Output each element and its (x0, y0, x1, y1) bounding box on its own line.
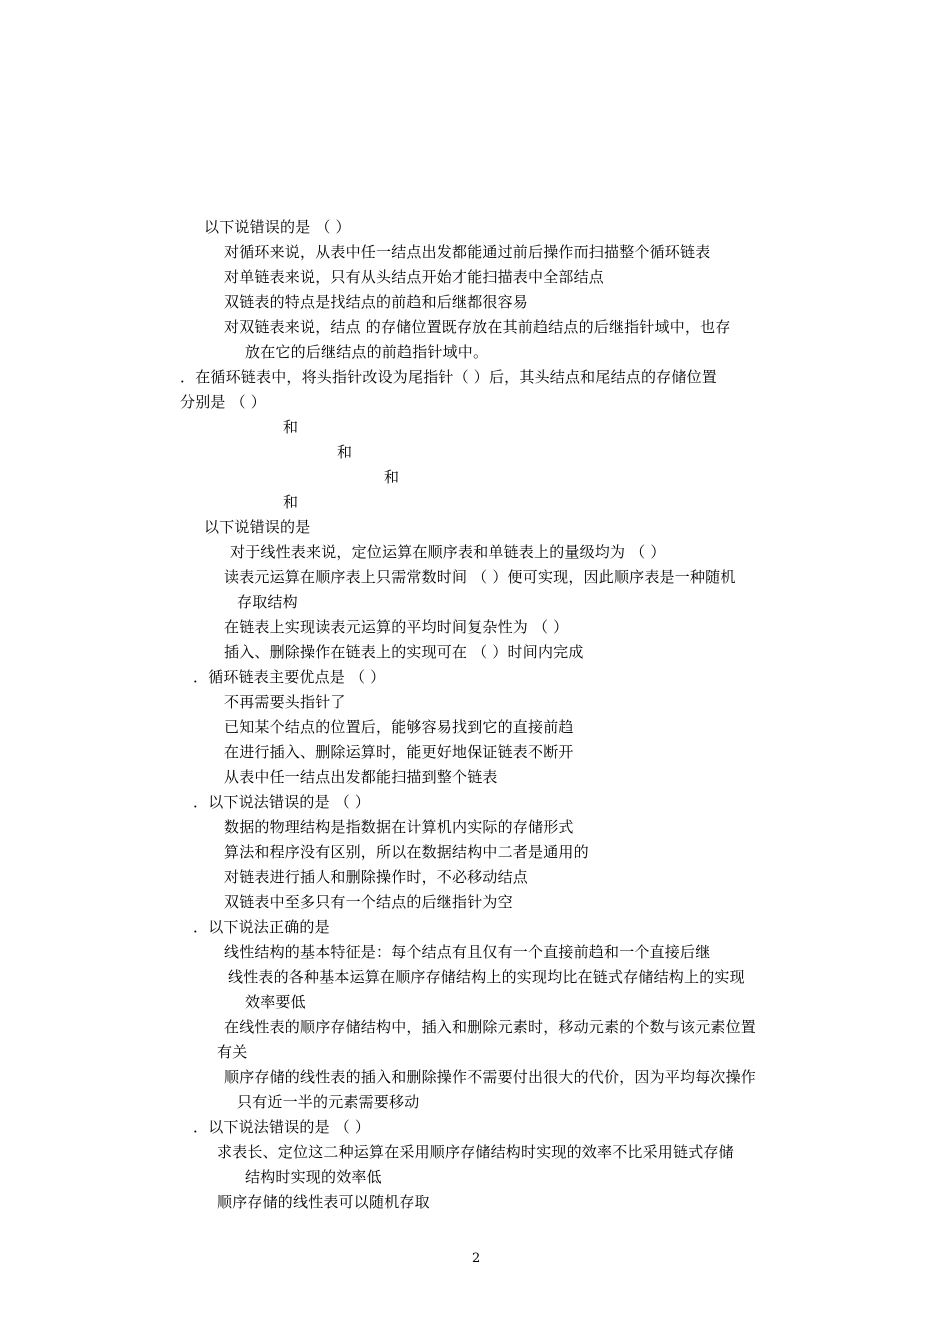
question-5-stem: ．以下说法错误的是 （ ） (193, 793, 371, 811)
option-text: 线性结构的基本特征是：每个结点有且仅有一个直接前趋和一个直接后继 (224, 943, 711, 961)
option-text: 和 (283, 418, 299, 436)
option-text: 和 (384, 468, 400, 486)
option-text: 在链表上实现读表元运算的平均时间复杂性为 （ ） (224, 618, 569, 636)
question-7-stem: ．以下说法错误的是 （ ） (193, 1118, 371, 1136)
question-4-stem: ．循环链表主要优点是 （ ） (193, 668, 386, 686)
question-2-stem: ．在循环链表中，将头指针改设为尾指针（ ）后，其头结点和尾结点的存储位置 (180, 368, 717, 386)
option-text: 顺序存储的线性表的插入和删除操作不需要付出很大的代价，因为平均每次操作 (224, 1068, 757, 1086)
option-text-continued: 只有近一半的元素需要移动 (237, 1093, 420, 1111)
question-3-stem: 以下说错误的是 (204, 518, 311, 536)
option-text-continued: 结构时实现的效率低 (245, 1168, 382, 1186)
option-text-continued: 放在它的后继结点的前趋指针域中。 (245, 343, 489, 361)
option-text: 对于线性表来说，定位运算在顺序表和单链表上的量级均为 （ ） (230, 543, 666, 561)
option-text: 对双链表来说，结点 的存储位置既存放在其前趋结点的后继指针域中，也存 (224, 318, 731, 336)
option-text: 读表元运算在顺序表上只需常数时间 （ ）便可实现，因此顺序表是一种随机 (224, 568, 736, 586)
option-text: 对链表进行插人和删除操作时，不必移动结点 (224, 868, 529, 886)
option-text-continued: 存取结构 (237, 593, 298, 611)
option-text: 对循环来说，从表中任一结点出发都能通过前后操作而扫描整个循环链表 (224, 243, 711, 261)
option-text: 双链表的特点是找结点的前趋和后继都很容易 (224, 293, 529, 311)
option-text: 和 (283, 493, 299, 511)
question-stem-continued: 分别是 （ ） (180, 393, 266, 411)
option-text: 求表长、定位这二种运算在采用顺序存储结构时实现的效率不比采用链式存储 (217, 1143, 734, 1161)
option-text: 对单链表来说，只有从头结点开始才能扫描表中全部结点 (224, 268, 605, 286)
option-text: 算法和程序没有区别，所以在数据结构中二者是通用的 (224, 843, 589, 861)
question-1-stem: 以下说错误的是 （ ） (204, 218, 351, 236)
option-text: 插入、删除操作在链表上的实现可在 （ ）时间内完成 (224, 643, 584, 661)
option-text: 数据的物理结构是指数据在计算机内实际的存储形式 (224, 818, 574, 836)
option-text: 双链表中至多只有一个结点的后继指针为空 (224, 893, 513, 911)
question-6-stem: ．以下说法正确的是 (193, 918, 330, 936)
page-number: 2 (472, 1251, 481, 1266)
option-text: 在进行插入、删除运算时，能更好地保证链表不断开 (224, 743, 574, 761)
option-text: 顺序存储的线性表可以随机存取 (217, 1193, 430, 1211)
option-text: 线性表的各种基本运算在顺序存储结构上的实现均比在链式存储结构上的实现 (228, 968, 745, 986)
option-text-continued: 效率要低 (245, 993, 306, 1011)
option-text: 不再需要头指针了 (224, 693, 346, 711)
option-text: 已知某个结点的位置后，能够容易找到它的直接前趋 (224, 718, 574, 736)
option-text: 在线性表的顺序存储结构中，插入和删除元素时，移动元素的个数与该元素位置 (224, 1018, 757, 1036)
option-text: 从表中任一结点出发都能扫描到整个链表 (224, 768, 498, 786)
option-text: 和 (337, 443, 353, 461)
option-text-continued: 有关 (217, 1043, 248, 1061)
